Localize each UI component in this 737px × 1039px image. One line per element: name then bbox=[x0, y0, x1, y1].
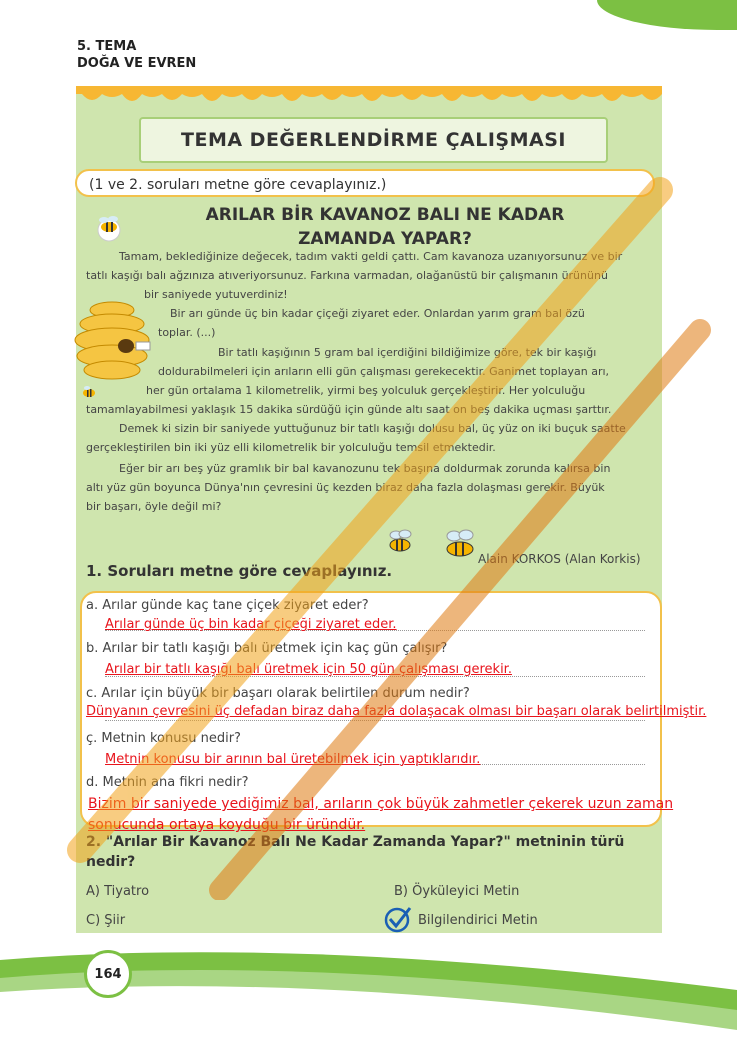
paragraph-line: bir başarı, öyle değil mi? bbox=[86, 500, 222, 513]
paragraph-line: bir saniyede yutuverdiniz! bbox=[144, 288, 288, 301]
story-title-line2: ZAMANDA YAPAR? bbox=[298, 229, 472, 249]
option-a[interactable]: A) Tiyatro bbox=[86, 884, 150, 899]
answer-b: Arılar bir tatlı kaşığı balı üretmek için 50 gün çalışması gerekir. bbox=[105, 662, 512, 677]
question-a: a. Arılar günde kaç tane çiçek ziyaret eder? bbox=[86, 598, 369, 613]
beehive-icon bbox=[74, 300, 156, 384]
paragraph-line: altı yüz gün boyunca Dünya'nın çevresini üç kezden biraz daha fazla dolaşması gerekir. Büyük bbox=[86, 481, 605, 494]
paragraph-line: her gün ortalama 1 kilometrelik, yirmi beş yolculuk gerçekleştirir. Her yolculuğu bbox=[146, 384, 586, 397]
question-c: c. Arılar için büyük bir başarı olarak belirtilen durum nedir? bbox=[86, 686, 470, 701]
story-title-line1: ARILAR BİR KAVANOZ BALI NE KADAR bbox=[205, 205, 565, 225]
honey-drip-border bbox=[76, 86, 662, 108]
answer-line bbox=[105, 720, 645, 721]
answer-c-cedilla: Metnin konusu bir arının bal üretebilmek için yaptıklarıdır. bbox=[105, 752, 481, 767]
paragraph-line: Tamam, beklediğinize değecek, tadım vakti geldi çattı. Cam kavanoza uzanıyorsunuz ve bir bbox=[119, 250, 623, 263]
option-c[interactable]: C) Şiir bbox=[86, 913, 126, 928]
page-number: 164 bbox=[84, 950, 132, 998]
paragraph-line: gerçekleştirilen bin iki yüz elli kilometrelik bir yolculuğu temsil etmektedir. bbox=[86, 441, 496, 454]
question-1-heading: 1. Soruları metne göre cevaplayınız. bbox=[86, 562, 393, 580]
paragraph-line: Bir arı günde üç bin kadar çiçeği ziyaret eder. Onlardan yarım gram bal özü bbox=[170, 307, 585, 320]
option-d[interactable]: Bilgilendirici Metin bbox=[418, 913, 538, 928]
flying-bee-icon bbox=[384, 527, 416, 557]
question-2-line2: nedir? bbox=[86, 854, 136, 870]
page-header bbox=[77, 38, 196, 72]
answer-c: Dünyanın çevresini üç defadan biraz daha fazla dolaşacak olması bir başarı olarak belirtilmiştir. bbox=[86, 704, 707, 719]
bee-icon bbox=[92, 210, 126, 244]
answer-d-line2: sonucunda ortaya koyduğu bir üründür. bbox=[88, 817, 366, 833]
author-name: Alain KORKOS (Alan Korkis) bbox=[478, 552, 641, 566]
paragraph-line: tatlı kaşığı balı ağzınıza atıveriyorsunuz. Farkına varmadan, olağanüstü bir çalışmanın ürününü bbox=[86, 269, 608, 282]
paragraph-line: tamamlayabilmesi yaklaşık 15 dakika sürdüğü için günde altı saat on beş dakika uçması şarttır. bbox=[86, 403, 612, 416]
question-c-cedilla: ç. Metnin konusu nedir? bbox=[86, 731, 241, 746]
instruction-box: (1 ve 2. soruları metne göre cevaplayınız.) bbox=[75, 169, 655, 197]
question-b: b. Arılar bir tatlı kaşığı balı üretmek için kaç gün çalışır? bbox=[86, 641, 448, 656]
question-d: d. Metnin ana fikri nedir? bbox=[86, 775, 249, 790]
answer-d-line1: Bizim bir saniyede yediğimiz bal, arıların çok büyük zahmetler çekerek uzun zaman bbox=[88, 796, 674, 812]
flying-bee-icon bbox=[440, 527, 480, 563]
story-title bbox=[145, 203, 625, 251]
paragraph-line: Bir tatlı kaşığının 5 gram bal içerdiğini bildiğimize göre, tek bir kaşığı bbox=[218, 346, 597, 359]
question-2-line1: 2. "Arılar Bir Kavanoz Balı Ne Kadar Zamanda Yapar?" metninin türü bbox=[86, 834, 625, 850]
page-title: TEMA DEĞERLENDİRME ÇALIŞMASI bbox=[139, 117, 608, 163]
paragraph-line: Eğer bir arı beş yüz gramlık bir bal kavanozunu tek başına doldurmak zorunda kalırsa bin bbox=[119, 462, 611, 475]
top-green-decoration bbox=[597, 0, 737, 30]
option-b[interactable]: B) Öyküleyici Metin bbox=[394, 884, 520, 899]
theme-name: DOĞA VE EVREN bbox=[77, 56, 197, 71]
theme-number: 5. TEMA bbox=[77, 39, 137, 54]
answer-a: Arılar günde üç bin kadar çiçeği ziyaret eder. bbox=[105, 617, 397, 632]
paragraph-line: toplar. (...) bbox=[158, 326, 216, 339]
paragraph-line: doldurabilmeleri için arıların elli gün çalışması gerekecektir. Ganimet toplayan arı, bbox=[158, 365, 610, 378]
question-2 bbox=[86, 832, 646, 872]
checkmark-icon bbox=[384, 905, 412, 933]
paragraph-line: Demek ki sizin bir saniyede yuttuğunuz bir tatlı kaşığı dolusu bal, üç yüz on iki buçuk saatte bbox=[119, 422, 626, 435]
small-bee-icon bbox=[80, 383, 98, 401]
